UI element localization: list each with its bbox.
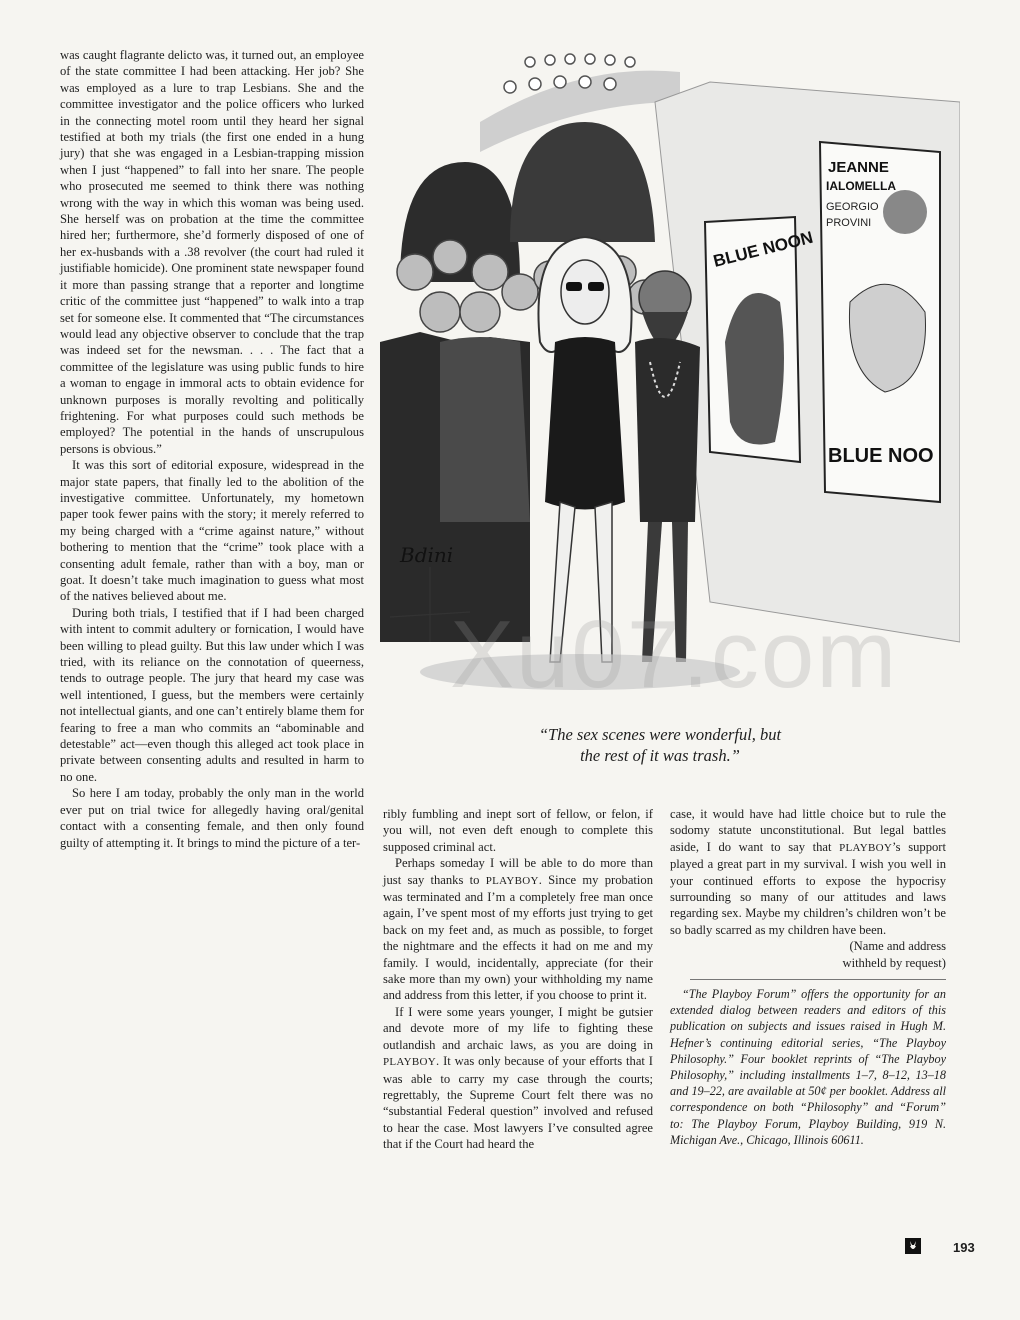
article-column-3 [670,806,946,1148]
cartoon-caption [440,724,880,766]
page-number: 193 [953,1240,975,1255]
paragraph: During both trials, I testified that if I had been charged with intent to commit adultery or fornication, I would have been willing to plead guilty. But this law under which I was tried, with its reliance on the connotation of queerness, tends to outrage people. The jury that heard my case was well intentioned, I guess, but the members were certainly not intellectual giants, and one can’t entirely blame them for fearing to free a man who commits an “abominable and detestable” act—even though this alleged act took place in private between consenting adults and resulted in harm to no one. [60,605,365,784]
poster2-sub1: GEORGIO [826,201,879,213]
playboy-name: PLAYBOY [485,874,539,887]
playboy-name: PLAYBOY [839,841,893,854]
paragraph: If I were some years younger, I might be gutsier and devote more of my life to fighting these outlandish and archaic laws, as you are doing in PLAYBOY. It was only because of your efforts that I was able to carry my case through the courts; regrettably, the Supreme Court felt there was no “substantial Federal question” involved and refused to hear the case. Most lawyers I’ve consulted agree that if the Court had heard the [383,1004,653,1152]
signature-line: withheld by request) [842,955,946,970]
caption-line: “The sex scenes were wonderful, but [538,725,782,744]
paragraph: It was this sort of editorial exposure, widespread in the major state papers, that finally led to the abolition of the investigative committee. Unfortunately, my hometown paper took fewer pains with the story; it merely referred to my being charged with a “crime against nature,” without bothering to mention that the “crime” took place with a consenting adult female, rather than with a boy, man or goat. It doesn’t take much imagination to guess what most of the natives believed about me. [60,458,364,604]
paragraph: So here I am today, probably the only man in the world ever put on trial twice for allegedly having oral/genital contact with a consenting female, and then only found guilty of attempting it. It brings to mind the picture of a ter- [60,786,364,850]
signature-block [670,938,946,971]
caption-line: the rest of it was trash.” [580,746,740,765]
poster2-sub2: PROVINI [826,217,872,229]
poster2-bottom: BLUE NOO [828,445,934,467]
forum-note: “The Playboy Forum” offers the opportunity for an extended dialog between readers and editors of this publication on subjects and issues raised in Hugh M. Hefner’s continuing editorial series, “The Playboy Philosophy.” Four booklet reprints of “The Playboy Philosophy,” including installments 1–7, 8–12, 13–18 and 19–22, are available at 50¢ per booklet. Address all correspondence on both “Philosophy” and “Forum” to: The Playboy Forum, Playboy Building, 919 N. Michigan Ave., Chicago, Illinois 60611. [670,987,946,1147]
artist-signature: Bdini [400,543,454,567]
paragraph: was caught flagrante delicto was, it turned out, an employee of the state committee I had been attacking. Her job? She was employed as a lure to trap Lesbians. She and the committee investigator and the police officers who lurked in the connecting motel room until they heard her signal testified at both my trials (the first one ended in a hung jury) that she was engaged in a Lesbian-trapping mission when I just “happened” to fall into her snare. The people who prosecuted me seemed to think there was nothing wrong with the way in which this woman was being used. She herself was on probation at the time the committee hired her; furthermore, she’d formerly disposed of one of her ex-husbands with a .38 revolver (the court had ruled it justifiable homicide). One prominent state newspaper found it more than passing strange that a reporter and longtime critic of the committee just “happened” to walk into a trap set for someone else. It commented that “The circumstances would lead any objective observer to conclude that the trap was indeed set for the newsman. . . . The fact that a committee of the legislature was using public funds to hire a woman to engage in immoral acts to obtain evidence for unknown purposes is morally revolting and politically frightening. For what purposes could such methods be employed? The potential in the hands of unscrupulous persons is obvious.” [60,48,364,456]
watermark: Xu07.com [450,601,899,708]
playboy-bunny-icon [905,1238,921,1254]
paragraph: ribly fumbling and inept sort of fellow, or felon, if you will, not even deft enough to complete this supposed criminal act. [383,807,653,854]
poster2-name: IALOMELLA [826,179,896,193]
article-column-2 [383,806,653,1153]
poster2-top: JEANNE [828,159,889,176]
poster-jeanne [820,142,940,502]
signature-line: (Name and address [849,939,946,954]
playboy-name: PLAYBOY [383,1056,437,1069]
divider [690,979,946,980]
article-column-1 [60,47,364,851]
poster1-title: BLUE NOON [711,227,815,271]
paragraph: Perhaps someday I will be able to do more than just say thanks to PLAYBOY. Since my probation was terminated and I’m a completely free man once again, I’ve spent most of my efforts just trying to get back on my feet and, as much as possible, to forget the nightmare and the effects it had on me and my family. I would, incidentally, appreciate (for their sake more than my own) your withholding my name and address from this letter, if you choose to print it. [383,856,654,1003]
paragraph: case, it would have had little choice but to rule the sodomy statute unconstitutional. But legal battles aside, I do want to say that PLAYBOY’s support played a great part in my survival. I wish you well in your continued efforts to expose the hypocrisy surrounding so many of our attitudes and laws regarding sex. Maybe my children’s children won’t be so badly scarred as my children have been. [670,807,946,937]
